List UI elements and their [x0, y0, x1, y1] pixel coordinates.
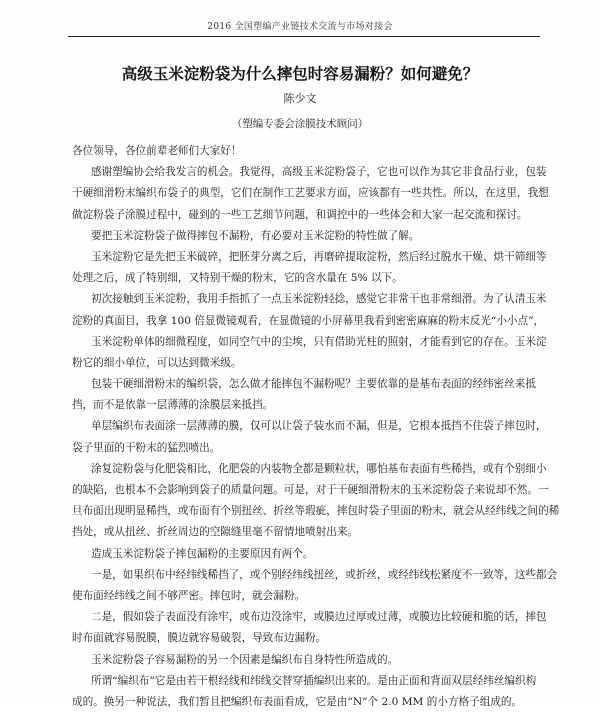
text-line: 粉它的细小单位，可以达到微米级。	[72, 356, 242, 369]
paragraph	[72, 141, 533, 162]
paragraph	[72, 650, 533, 671]
text-line: 成的。换另一种说法，我们暂且把编织布表面看成，它是由“N”个 2.0 MM 的小方格子组成的。	[72, 695, 523, 708]
text-line: 各位领导，各位前辈老师们大家好！	[72, 145, 242, 157]
paragraph	[72, 247, 547, 289]
text-line: 干硬细滑粉末编织布袋子的典型，它们在制作工艺要求方面，应该都有一些共性。所以，在这里，我想	[72, 187, 549, 200]
paragraph	[72, 289, 547, 331]
author-affiliation: （塑编专委会涂膜技术顾问）	[231, 118, 369, 130]
text-line: 淀粉的真面目，我拿 100 倍显微镜观看，在显微镜的小屏幕里我看到密密麻麻的粉末反光“小小点”，	[72, 314, 545, 327]
text-line: 处理之后，成了特别细，又特别干燥的粉末，它的含水量在 5% 以下。	[72, 272, 403, 285]
paragraph	[72, 374, 536, 416]
paragraph	[72, 332, 547, 374]
article-title: 高级玉米淀粉袋为什么摔包时容易漏粉？如何避免？	[121, 64, 479, 83]
text-line: 做淀粉袋子涂膜过程中，碰到的一些工艺细节问题，和调控中的一些体会和大家一起交流和探讨。	[72, 208, 528, 221]
paragraph	[72, 416, 547, 458]
text-line: 一是，如果织布中经纬线稀挡了，或个别经纬线扭丝，或折丝，或经纬线松紧度不一致等，这些都会	[91, 568, 558, 581]
text-line: 要把玉米淀粉袋子做得摔包不漏粉，有必要对玉米淀粉的特性做了解。	[91, 229, 420, 242]
paragraph	[72, 459, 560, 544]
text-line: 感谢塑编协会给我发言的机会。我觉得，高级玉米淀粉袋子，它也可以作为其它非食品行业，包装	[91, 166, 547, 179]
article-author: 陈少文	[283, 92, 317, 105]
paragraph	[72, 226, 533, 247]
text-line: 挡，而不是依靠一层薄薄的涂膜层来抵挡。	[72, 399, 274, 412]
header-rule	[68, 36, 540, 37]
paragraph	[72, 544, 533, 565]
text-line: 袋子里面的干粉末的猛烈喷出。	[72, 441, 221, 454]
paragraph	[72, 607, 547, 649]
paragraph	[72, 162, 549, 226]
text-line: 玉米淀粉单体的细微程度，如同空气中的尘埃，只有借助光柱的照射，才能看到它的存在。玉米淀	[91, 335, 547, 348]
article-body	[72, 141, 560, 713]
text-line: 旦布面出现明显稀挡，或布面有个别扭丝、折丝等瑕疵，摔包时袋子里面的粉末，就会从经纬线之间的稀	[72, 505, 560, 518]
text-line: 二是，假如袋子表面没有涂牢，或布边没涂牢，或膜边过厚或过薄，或膜边比较硬和脆的话，摔包	[91, 611, 547, 624]
text-line: 时布面就容易脱膜，膜边就容易破裂，导致布边漏粉。	[72, 632, 327, 645]
text-line: 单层编织布表面涂一层薄薄的膜，仅可以让袋子装水而不漏，但是，它根本抵挡不住袋子摔包时，	[91, 420, 547, 433]
text-line: 初次接触到玉米淀粉，我用手指抓了一点玉米淀粉轻捻，感觉它非常干也非常细滑。为了认清玉米	[91, 293, 547, 306]
text-line: 涂复淀粉袋与化肥袋相比，化肥袋的内装物全都是颗粒状，哪怕基布表面有些稀挡，或有个别细小	[91, 462, 547, 475]
text-line: 使布面经纬线之间不够严密。摔包时，就会漏粉。	[72, 589, 306, 602]
paragraph	[72, 671, 537, 713]
text-line: 玉米淀粉它是先把玉米破碎，把胚芽分离之后，再磨碎提取淀粉，然后经过脱水干燥、烘干筛细等	[91, 250, 547, 263]
paragraph	[72, 565, 558, 607]
text-line: 玉米淀粉袋子容易漏粉的另一个因素是编织布自身特性所造成的。	[91, 653, 399, 666]
text-line: 所谓“编织布”它是由若干根经线和纬线交替穿插编织出来的。是由正面和背面双层经纬丝编织构	[91, 674, 537, 687]
text-line: 包装干硬细滑粉末的编织袋，怎么做才能摔包不漏粉呢？主要依靠的是基布表面的经纬密丝来抵	[91, 378, 536, 391]
running-header: 2016 全国塑编产业链技术交流与市场对接会	[207, 22, 393, 32]
text-line: 的缺陷，也根本不会影响到袋子的质量问题。可是，对于干硬细滑粉末的玉米淀粉袋子来说却不然。一	[72, 484, 549, 496]
text-line: 挡处，或从扭丝、折丝周边的空隙缝里毫不留情地喷射出来。	[72, 526, 359, 539]
text-line: 造成玉米淀粉袋子摔包漏粉的主要原因有两个。	[91, 547, 314, 560]
